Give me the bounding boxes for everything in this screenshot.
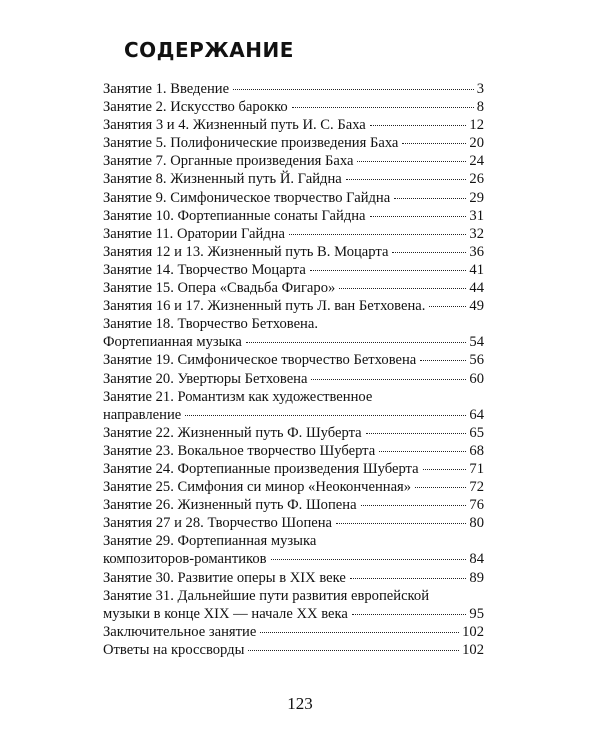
toc-entry-page: 60 bbox=[469, 370, 484, 387]
toc-entry bbox=[103, 261, 484, 279]
toc-entry-page: 56 bbox=[469, 352, 484, 369]
toc-entry-title: Занятие 23. Вокальное творчество Шуберта bbox=[103, 442, 376, 459]
toc-entry-page: 49 bbox=[469, 298, 484, 315]
toc-entry-title: Занятие 25. Симфония си минор «Неоконченная» bbox=[103, 479, 412, 496]
toc-entry-page: 68 bbox=[469, 442, 484, 459]
dot-leader bbox=[289, 234, 466, 235]
toc-entry-title: Фортепианная музыка bbox=[103, 334, 242, 351]
toc-line bbox=[103, 98, 484, 116]
toc-entry-title: Занятие 31. Дальнейшие пути развития европейской bbox=[103, 587, 430, 604]
toc-entry-page: 8 bbox=[476, 99, 484, 116]
dot-leader bbox=[292, 107, 474, 108]
toc-entry-page: 72 bbox=[469, 479, 484, 496]
dot-leader bbox=[415, 487, 466, 488]
toc-entry-page: 102 bbox=[462, 641, 484, 658]
dot-leader bbox=[366, 433, 467, 434]
dot-leader bbox=[185, 415, 466, 416]
dot-leader bbox=[394, 198, 466, 199]
toc-entry-page: 36 bbox=[469, 243, 484, 260]
toc-entry-title: Занятия 16 и 17. Жизненный путь Л. ван Бетховена. bbox=[103, 298, 426, 315]
toc-entry-title: направление bbox=[103, 406, 182, 423]
dot-leader bbox=[423, 469, 467, 470]
toc-entry-title: Занятие 10. Фортепианные сонаты Гайдна bbox=[103, 207, 366, 224]
toc-line bbox=[103, 460, 484, 478]
toc-entry bbox=[103, 478, 484, 496]
toc-entry-page: 84 bbox=[469, 551, 484, 568]
toc-line bbox=[103, 333, 484, 351]
toc-line bbox=[103, 550, 484, 568]
toc-entry bbox=[103, 134, 484, 152]
toc-entry-page: 89 bbox=[469, 569, 484, 586]
toc-entry-title: Занятие 21. Романтизм как художественное bbox=[103, 388, 373, 405]
dot-leader bbox=[361, 505, 467, 506]
toc-line bbox=[103, 225, 484, 243]
dot-leader bbox=[370, 216, 467, 217]
page-number: 123 bbox=[287, 694, 313, 713]
toc-entry-title: Занятие 24. Фортепианные произведения Шуберта bbox=[103, 460, 419, 477]
toc-entry bbox=[103, 207, 484, 225]
toc-line bbox=[103, 243, 484, 261]
toc-entry bbox=[103, 532, 484, 568]
toc-line bbox=[103, 514, 484, 532]
toc-line bbox=[103, 623, 484, 641]
toc-line bbox=[103, 351, 484, 369]
dot-leader bbox=[379, 451, 466, 452]
toc-line bbox=[103, 442, 484, 460]
toc-line bbox=[103, 532, 484, 550]
toc-entry bbox=[103, 98, 484, 116]
toc-entry-title: Занятия 3 и 4. Жизненный путь И. С. Баха bbox=[103, 117, 366, 134]
dot-leader bbox=[352, 614, 467, 615]
toc-entry-page: 3 bbox=[476, 81, 484, 97]
toc-line bbox=[103, 478, 484, 496]
toc-entry bbox=[103, 351, 484, 369]
toc-entry bbox=[103, 442, 484, 460]
table-of-contents bbox=[103, 80, 484, 659]
toc-entry-title: Занятие 19. Симфоническое творчество Бетховена bbox=[103, 352, 417, 369]
toc-entry-title: Ответы на кроссворды bbox=[103, 641, 245, 658]
toc-entry-title: Занятие 29. Фортепианная музыка bbox=[103, 533, 317, 550]
dot-leader bbox=[246, 342, 467, 343]
toc-entry bbox=[103, 315, 484, 351]
toc-entry bbox=[103, 152, 484, 170]
toc-entry-title: Занятие 22. Жизненный путь Ф. Шуберта bbox=[103, 424, 362, 441]
toc-entry bbox=[103, 587, 484, 623]
toc-entry-page: 65 bbox=[469, 424, 484, 441]
dot-leader bbox=[311, 379, 466, 380]
toc-entry-page: 12 bbox=[469, 117, 484, 134]
dot-leader bbox=[357, 161, 466, 162]
toc-entry-page: 64 bbox=[469, 406, 484, 423]
toc-entry-title: Занятие 8. Жизненный путь Й. Гайдна bbox=[103, 171, 342, 188]
toc-entry-page: 44 bbox=[469, 280, 484, 297]
toc-entry bbox=[103, 297, 484, 315]
toc-line bbox=[103, 388, 484, 406]
toc-entry bbox=[103, 424, 484, 442]
dot-leader bbox=[420, 360, 466, 361]
toc-entry-page: 76 bbox=[469, 497, 484, 514]
toc-entry bbox=[103, 370, 484, 388]
toc-entry bbox=[103, 116, 484, 134]
toc-line bbox=[103, 641, 484, 659]
toc-line bbox=[103, 297, 484, 315]
toc-entry bbox=[103, 460, 484, 478]
toc-entry-title: Занятие 11. Оратории Гайдна bbox=[103, 225, 286, 242]
toc-entry-title: Занятие 15. Опера «Свадьба Фигаро» bbox=[103, 280, 336, 297]
toc-entry-page: 71 bbox=[469, 460, 484, 477]
toc-entry-page: 32 bbox=[469, 225, 484, 242]
toc-entry bbox=[103, 496, 484, 514]
dot-leader bbox=[233, 89, 474, 90]
toc-entry-title: Занятие 20. Увертюры Бетховена bbox=[103, 370, 308, 387]
toc-line bbox=[103, 207, 484, 225]
toc-entry bbox=[103, 641, 484, 659]
toc-line bbox=[103, 569, 484, 587]
toc-line bbox=[103, 496, 484, 514]
dot-leader bbox=[248, 650, 459, 651]
toc-entry-title: Заключительное занятие bbox=[103, 623, 257, 640]
dot-leader bbox=[346, 179, 467, 180]
toc-entry-page: 24 bbox=[469, 153, 484, 170]
toc-entry bbox=[103, 170, 484, 188]
toc-entry-title: Занятия 12 и 13. Жизненный путь В. Моцарта bbox=[103, 243, 389, 260]
toc-entry-title: композиторов-романтиков bbox=[103, 551, 267, 568]
dot-leader bbox=[402, 143, 466, 144]
toc-line bbox=[103, 134, 484, 152]
toc-line bbox=[103, 279, 484, 297]
toc-entry-page: 20 bbox=[469, 135, 484, 152]
toc-entry-title: музыки в конце XIX — начале XX века bbox=[103, 605, 348, 622]
toc-entry bbox=[103, 279, 484, 297]
toc-entry bbox=[103, 243, 484, 261]
toc-line bbox=[103, 587, 484, 605]
dot-leader bbox=[271, 559, 467, 560]
toc-entry-title: Занятие 5. Полифонические произведения Баха bbox=[103, 135, 399, 152]
toc-line bbox=[103, 116, 484, 134]
toc-entry-page: 29 bbox=[469, 189, 484, 206]
toc-entry-title: Занятия 27 и 28. Творчество Шопена bbox=[103, 515, 333, 532]
toc-line bbox=[103, 315, 484, 333]
dot-leader bbox=[310, 270, 467, 271]
toc-entry-page: 95 bbox=[469, 605, 484, 622]
toc-line bbox=[103, 406, 484, 424]
toc-entry-title: Занятие 7. Органные произведения Баха bbox=[103, 153, 354, 170]
toc-line bbox=[103, 189, 484, 207]
dot-leader bbox=[429, 306, 466, 307]
toc-entry-page: 41 bbox=[469, 261, 484, 278]
toc-entry-page: 102 bbox=[462, 623, 484, 640]
toc-entry bbox=[103, 225, 484, 243]
toc-entry-title: Занятие 9. Симфоническое творчество Гайдна bbox=[103, 189, 391, 206]
dot-leader bbox=[260, 632, 459, 633]
toc-line bbox=[103, 424, 484, 442]
toc-line bbox=[103, 261, 484, 279]
dot-leader bbox=[336, 523, 466, 524]
toc-line bbox=[103, 170, 484, 188]
dot-leader bbox=[339, 288, 466, 289]
dot-leader bbox=[370, 125, 467, 126]
dot-leader bbox=[392, 252, 466, 253]
toc-entry-page: 31 bbox=[469, 207, 484, 224]
toc-entry-title: Занятие 30. Развитие оперы в XIX веке bbox=[103, 569, 346, 586]
toc-entry-title: Занятие 1. Введение bbox=[103, 81, 230, 97]
toc-entry bbox=[103, 569, 484, 587]
toc-entry-page: 80 bbox=[469, 515, 484, 532]
toc-line bbox=[103, 605, 484, 623]
page-title: СОДЕРЖАНИЕ bbox=[124, 38, 294, 62]
toc-entry-page: 26 bbox=[469, 171, 484, 188]
dot-leader bbox=[350, 578, 467, 579]
toc-entry-title: Занятие 14. Творчество Моцарта bbox=[103, 261, 306, 278]
toc-entry-page: 54 bbox=[469, 334, 484, 351]
toc-entry-title: Занятие 2. Искусство барокко bbox=[103, 99, 288, 116]
toc-line bbox=[103, 152, 484, 170]
toc-entry bbox=[103, 514, 484, 532]
toc-entry bbox=[103, 388, 484, 424]
toc-entry bbox=[103, 189, 484, 207]
toc-entry bbox=[103, 80, 484, 98]
toc-line bbox=[103, 370, 484, 388]
toc-entry bbox=[103, 623, 484, 641]
toc-line bbox=[103, 80, 484, 98]
toc-entry-title: Занятие 26. Жизненный путь Ф. Шопена bbox=[103, 497, 357, 514]
toc-entry-title: Занятие 18. Творчество Бетховена. bbox=[103, 316, 318, 333]
